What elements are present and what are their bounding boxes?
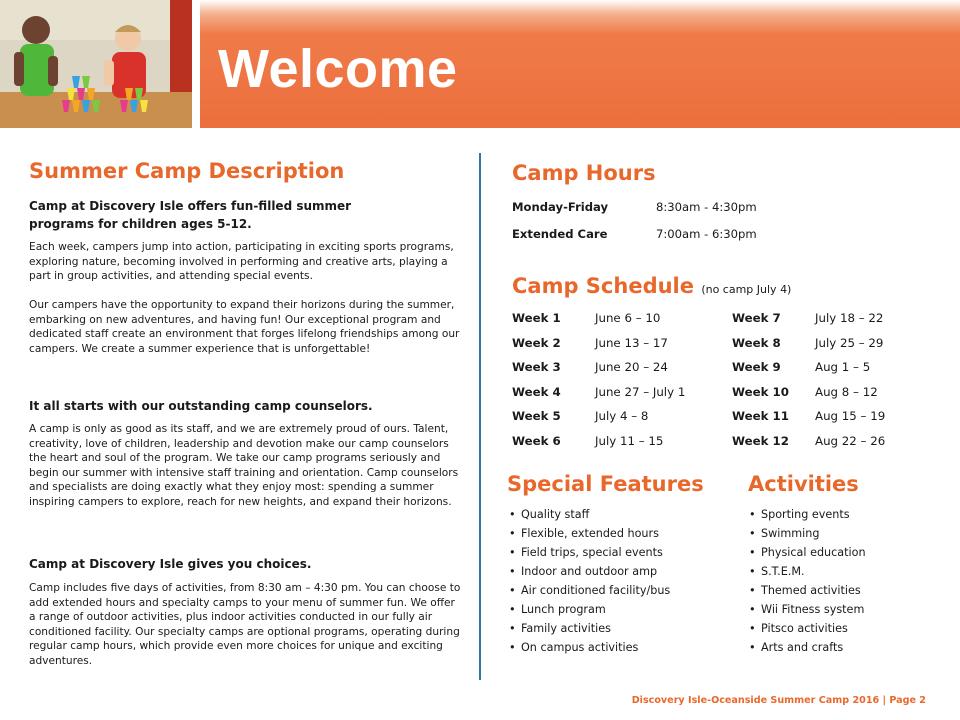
special-features-list (509, 505, 670, 657)
week-label: Week 3 (512, 360, 561, 374)
list-item: • Indoor and outdoor amp (509, 562, 670, 581)
week-dates: July 18 – 22 (815, 311, 884, 325)
lead-choices: Camp at Discovery Isle gives you choices. (29, 557, 312, 571)
week-dates: July 25 – 29 (815, 336, 884, 350)
activities-heading: Activities (748, 472, 859, 496)
camp-schedule-note: (no camp July 4) (701, 283, 792, 296)
camp-schedule-heading (512, 276, 791, 297)
list-item: • Field trips, special events (509, 543, 670, 562)
list-item: • On campus activities (509, 638, 670, 657)
week-dates: June 6 – 10 (595, 311, 661, 325)
header-photo (0, 0, 192, 128)
list-item: • Flexible, extended hours (509, 524, 670, 543)
list-item: • Themed activities (749, 581, 866, 600)
description-paragraph-3: A camp is only as good as its staff, and we are extremely proud of ours. Talent, creativity, love of children, leadership and devotion make our camp counselors the heart and soul of the program. We take our camp programs seriously and begin our summer with intensive staff training and orientation. Camp counselors and specialists are doing exactly what they enjoy most: spending a summer inspiring campers to explore, reach for new heights, and expand their horizons. (29, 423, 459, 508)
special-features-heading: Special Features (507, 472, 704, 496)
column-divider (479, 153, 481, 680)
description-paragraph-1: Each week, campers jump into action, participating in exciting sports programs, exploring nature, becoming involved in performing and creative arts, playing a part in group activities, and attending special events. (29, 241, 454, 283)
week-label: Week 4 (512, 385, 561, 399)
week-label: Week 5 (512, 409, 561, 423)
list-item: • Wii Fitness system (749, 600, 866, 619)
title-banner (200, 0, 960, 128)
list-item: • Arts and crafts (749, 638, 866, 657)
week-label: Week 11 (732, 409, 789, 423)
hours-label: Extended Care (512, 227, 608, 241)
activities-list (749, 505, 866, 657)
children-photo-illustration (0, 0, 192, 128)
list-item: • Pitsco activities (749, 619, 866, 638)
week-label: Week 6 (512, 434, 561, 448)
lead-intro: Camp at Discovery Isle offers fun-filled summer programs for children ages 5-12. (29, 199, 352, 231)
week-dates: Aug 1 – 5 (815, 360, 871, 374)
list-item: • Quality staff (509, 505, 670, 524)
week-dates: July 4 – 8 (595, 409, 649, 423)
camp-hours-heading: Camp Hours (512, 161, 656, 185)
page-footer: Discovery Isle-Oceanside Summer Camp 2016 | Page 2 (631, 695, 926, 706)
list-item: • Sporting events (749, 505, 866, 524)
list-item: • Swimming (749, 524, 866, 543)
week-label: Week 12 (732, 434, 789, 448)
week-dates: Aug 8 – 12 (815, 385, 878, 399)
week-label: Week 10 (732, 385, 789, 399)
list-item: • S.T.E.M. (749, 562, 866, 581)
week-dates: June 13 – 17 (595, 336, 668, 350)
description-paragraph-4: Camp includes five days of activities, from 8:30 am – 4:30 pm. You can choose to add extended hours and specialty camps to your menu of summer fun. We offer a range of outdoor activities, plus indoor activities conducted in our fully air conditioned facility. Our specialty camps are optional programs, operating during regular camp hours, which provide even more choices for unique and exciting adventures. (29, 582, 461, 667)
week-label: Week 7 (732, 311, 781, 325)
summer-camp-description-heading: Summer Camp Description (29, 159, 345, 183)
hours-value: 7:00am - 6:30pm (656, 227, 757, 241)
week-label: Week 1 (512, 311, 561, 325)
week-dates: July 11 – 15 (595, 434, 664, 448)
hours-label: Monday-Friday (512, 200, 609, 214)
week-dates: June 27 – July 1 (595, 385, 686, 399)
week-dates: Aug 15 – 19 (815, 409, 886, 423)
week-label: Week 8 (732, 336, 781, 350)
list-item: • Family activities (509, 619, 670, 638)
week-dates: Aug 22 – 26 (815, 434, 886, 448)
week-label: Week 9 (732, 360, 781, 374)
list-item: • Lunch program (509, 600, 670, 619)
camp-schedule-title: Camp Schedule (512, 274, 694, 298)
hours-value: 8:30am - 4:30pm (656, 200, 757, 214)
lead-counselors: It all starts with our outstanding camp counselors. (29, 399, 373, 413)
list-item: • Air conditioned facility/bus (509, 581, 670, 600)
page-title: Welcome (218, 39, 458, 99)
list-item: • Physical education (749, 543, 866, 562)
week-dates: June 20 – 24 (595, 360, 668, 374)
week-label: Week 2 (512, 336, 561, 350)
description-paragraph-2: Our campers have the opportunity to expand their horizons during the summer, embarking on new adventures, and having fun! Our exceptional program and dedicated staff create an environment that forges lifelong friendships among our campers. We create a summer experience that is unforgettable! (29, 299, 460, 355)
